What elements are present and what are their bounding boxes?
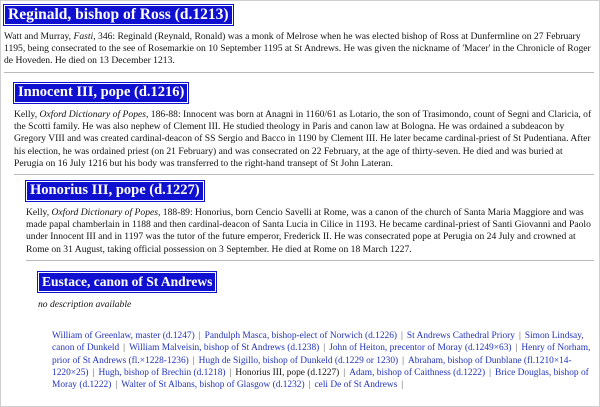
entry-heading[interactable]: Innocent III, pope (d.1216) (14, 83, 188, 103)
link-separator: | (401, 380, 404, 391)
related-person-link[interactable]: John of Heiton, precentor of Moray (d.1249×63) (329, 343, 512, 354)
citation-author: Watt and Murray, (4, 31, 74, 42)
entry-honorius-iii (26, 181, 594, 261)
related-person-link[interactable]: Simon Lindsay, canon of Dunkeld (52, 331, 584, 354)
entry-heading[interactable]: Honorius III, pope (d.1227) (26, 181, 204, 201)
entry-body: , 188-89: Honorius, born Cencio Savelli at Rome, was a canon of the church of Santa Maria Maggiore and was made papal chamberlain in 1188 and then cardinal-deacon of Santa Lucia in Cilice in 1193. He became cardinal-priest of Santi Giovanni and Paolo under Innocent III and in 1197 was the tutor of the future emperor, Frederick II. He was consecrated pope at Perugia on 24 July and crowned at Rome on 31 August, taking official possession on 3 September. He died at Rome on 18 March 1227. (26, 207, 591, 255)
entry-description: no description available (38, 299, 132, 310)
entry-heading[interactable]: Eustace, canon of St Andrews (38, 272, 216, 292)
link-separator: | (308, 380, 311, 391)
link-separator: | (515, 343, 518, 354)
link-separator: | (489, 367, 492, 378)
link-separator: | (401, 331, 403, 341)
link-separator: | (518, 331, 521, 341)
link-separator: | (229, 367, 232, 378)
citation-author: Kelly, (14, 109, 40, 120)
citation-author: Kelly, (26, 207, 52, 218)
link-separator: | (198, 331, 201, 341)
related-person-link[interactable]: Walter of St Albans, bishop of Glasgow (d.1232) (121, 380, 305, 391)
link-separator: | (323, 343, 326, 354)
related-person-link[interactable]: William of Greenlaw, master (d.1247) (52, 331, 195, 341)
link-separator: | (92, 367, 95, 378)
entry-innocent-iii (14, 83, 594, 175)
citation-source: Oxford Dictionary of Popes (39, 109, 146, 120)
related-person-link[interactable]: Hugh, bishop of Brechin (d.1218) (98, 367, 226, 378)
link-separator: | (192, 355, 195, 366)
entry-reginald (4, 5, 594, 73)
citation-source: Oxford Dictionary of Popes (51, 207, 158, 218)
related-person-link[interactable]: Hugh de Sigillo, bishop of Dunkeld (d.1229 or 1230) (198, 355, 399, 366)
entry-description (14, 109, 594, 174)
related-person-link[interactable]: St Andrews Cathedral Priory (406, 331, 515, 341)
citation-source: Fasti (73, 31, 94, 42)
related-person-link[interactable]: celi De of St Andrews (314, 380, 398, 391)
entry-body: , 346: Reginald (Reynald, Ronald) was a monk of Melrose when he was elected bishop of Ross at Dunfermline on 27 February 1195, being consecrated to the see of Rosemarkie on 10 September 1195 at St Andrews. He was given the nickname of 'Macer' in the Chronicle of Roger de Hoveden. He died on 13 December 1213. (4, 31, 591, 67)
entry-description (26, 207, 594, 260)
link-separator: | (115, 380, 118, 391)
related-person-link[interactable]: Adam, bishop of Caithness (d.1222) (349, 367, 486, 378)
related-people-list (52, 330, 592, 391)
entry-heading[interactable]: Reginald, bishop of Ross (d.1213) (4, 5, 233, 25)
related-person-link[interactable]: Brice Douglas, bishop of Moray (d.1222) (52, 367, 589, 391)
related-person-link[interactable]: Pandulph Masca, bishop-elect of Norwich (d.1226) (204, 331, 398, 341)
link-separator: | (343, 367, 346, 378)
entry-body: , 186-88: Innocent was born at Anagni in 1160/61 as Lotario, the son of Trasimondo, count of Segni and Claricia, of the Scotti family. He was also nephew of Clement III. He studied theology in Paris and canon law at Bologna. He was ordained a subdeacon by Gregory VIII and was created cardinal-deacon of SS Sergio and Bacco in 1190 by Clement III. He later became cardinal-priest of St Pudentiana. After his election, he was ordained priest (on 21 February) and was consecrated on 22 February, at the age of thirty-seven. He died and was buried at Perugia on 16 July 1216 but his body was transferred to the right-hand transept of St John Lateran. (14, 109, 592, 169)
related-person-current: Honorius III, pope (d.1227) (235, 367, 340, 378)
related-person-link[interactable]: Abraham, bishop of Dunblane (fl.1210×14-1220×25) (52, 355, 572, 378)
related-person-link[interactable]: Henry of Norham, prior of St Andrews (fl.×1228-1236) (52, 343, 591, 366)
link-separator: | (402, 355, 405, 366)
related-person-link[interactable]: William Malveisin, bishop of St Andrews (d.1238) (129, 343, 320, 354)
entry-description (4, 31, 594, 72)
link-separator: | (123, 343, 126, 354)
entry-eustace (38, 272, 594, 310)
